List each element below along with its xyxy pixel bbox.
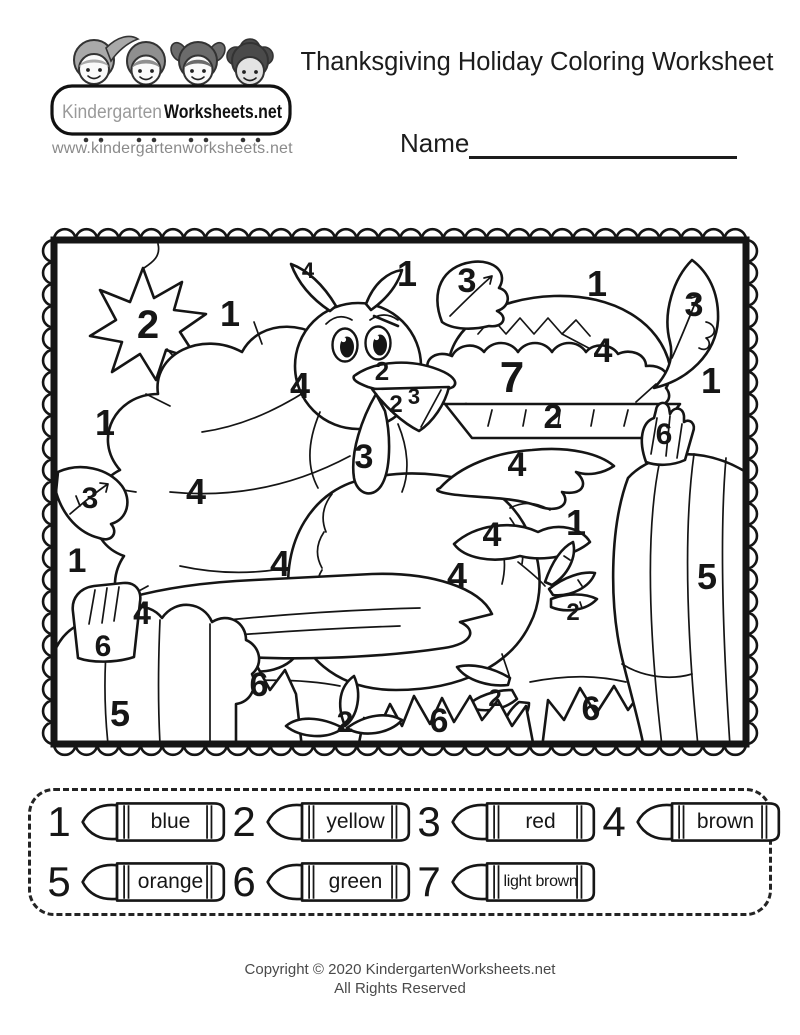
color-number: 1 [219,293,241,334]
color-number: 3 [684,286,704,324]
pumpkin-right [613,454,752,748]
logo-text-black: Worksheets.net [164,102,283,123]
color-number: 2 [488,685,502,712]
color-number: 6 [581,690,601,728]
color-number: 2 [389,391,403,418]
key-color-label: light brown [503,873,578,890]
crayon-icon [265,857,415,907]
kid-girl-pigtails-icon [168,40,228,85]
kid-boy-icon [127,42,165,85]
color-number: 1 [396,253,418,294]
name-field-row [400,128,737,159]
crayon-icon [450,797,600,847]
key-number: 7 [417,858,441,905]
key-item-6 [230,854,415,910]
key-number: 2 [232,798,256,845]
color-number: 2 [543,398,563,436]
key-number: 4 [602,798,626,845]
key-item-4 [600,794,785,850]
color-number: 2 [336,706,354,739]
color-number: 4 [593,332,613,370]
color-number: 5 [109,693,131,734]
logo-text-gray: Kindergarten [62,102,162,123]
color-number: 1 [700,360,722,401]
key-color-label: green [328,870,383,893]
copyright-line1: Copyright © 2020 KindergartenWorksheets.net [244,961,556,978]
key-item-empty [600,854,785,910]
color-number: 4 [507,446,527,484]
color-number: 4 [482,516,502,554]
crayon-icon [265,797,415,847]
name-label: Name [400,128,470,158]
key-color-label: red [525,810,556,833]
name-write-line [469,130,737,159]
copyright [0,961,800,999]
color-number: 4 [301,258,315,283]
key-item-2 [230,794,415,850]
color-number: 6 [429,702,449,740]
key-item-5 [45,854,230,910]
color-number: 4 [289,365,311,406]
color-number: 7 [499,353,525,402]
color-number: 6 [655,418,673,451]
key-color-label: blue [150,810,191,833]
color-number: 1 [94,402,116,443]
color-number: 4 [185,471,207,512]
key-item-3 [415,794,600,850]
key-color-label: brown [696,810,755,833]
color-key [28,788,772,916]
key-item-1 [45,794,230,850]
crayon-icon [80,797,230,847]
color-number: 2 [374,356,390,386]
key-color-label: orange [137,870,204,893]
key-number: 3 [417,798,441,845]
color-number: 5 [696,556,718,597]
color-number: 1 [586,263,608,304]
crayon-icon [450,857,600,907]
color-number: 3 [457,262,477,300]
coloring-picture [40,226,760,758]
color-number: 1 [565,502,587,543]
key-number: 1 [47,798,71,845]
copyright-line2: All Rights Reserved [334,979,466,997]
color-number: 3 [407,384,421,409]
crayon-icon [635,797,785,847]
brand-url: www.kindergartenworksheets.net [52,140,293,157]
page-title: Thanksgiving Holiday Coloring Worksheet [300,48,774,76]
color-number: 4 [269,543,291,584]
crayon-icon [80,857,230,907]
key-number: 6 [232,858,256,905]
key-color-label: yellow [326,810,385,833]
color-number: 3 [354,438,374,476]
color-number: 6 [94,630,112,663]
key-number: 5 [47,858,71,905]
color-number: 4 [446,555,468,596]
color-number: 4 [133,595,151,631]
color-number: 3 [81,482,99,515]
color-number: 2 [136,303,160,347]
color-number: 1 [67,542,87,580]
color-number: 6 [249,666,269,704]
color-number: 2 [566,599,580,626]
key-item-7 [415,854,600,910]
kid-boy-curly-icon [227,39,273,85]
